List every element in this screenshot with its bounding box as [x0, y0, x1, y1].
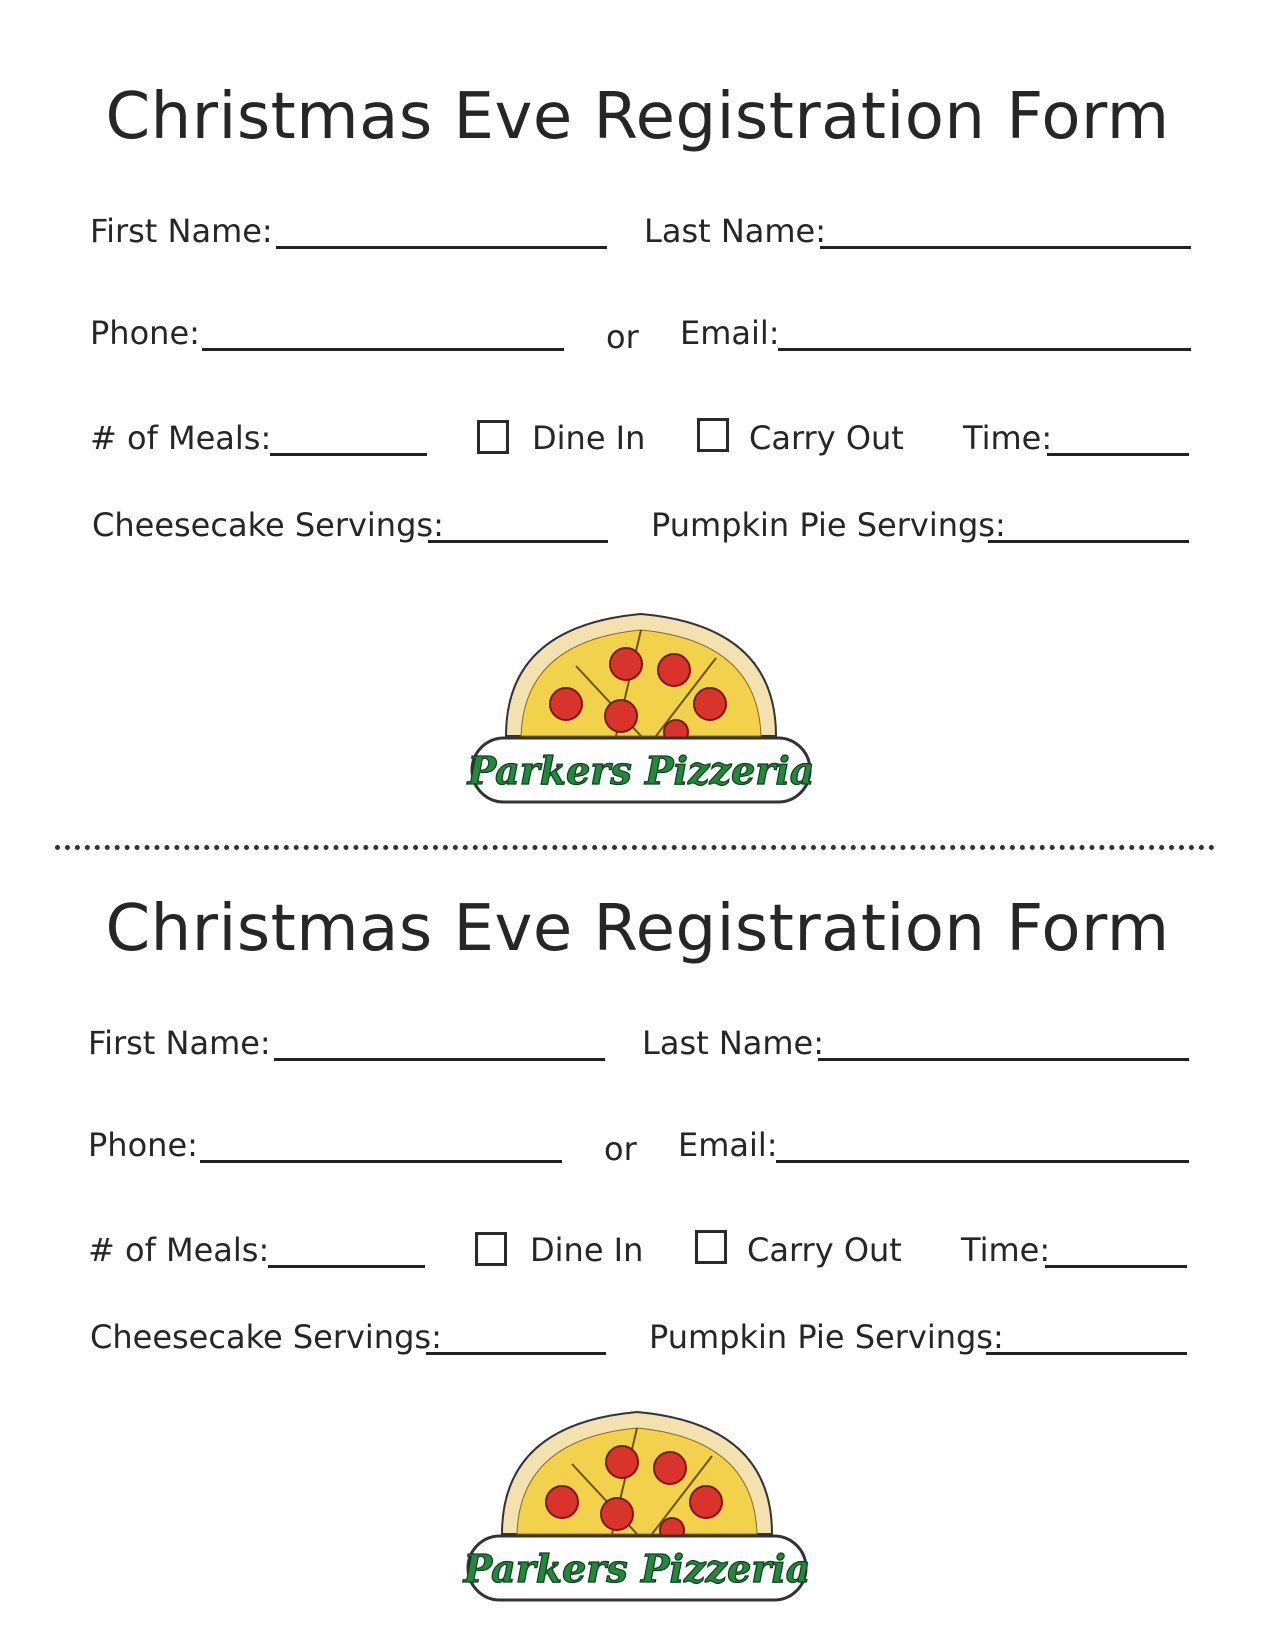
pizza-logo-icon: [466, 606, 816, 816]
first-name-label: First Name:: [88, 1024, 271, 1062]
registration-form-top: [0, 0, 1275, 800]
carry-out-label: Carry Out: [747, 1231, 902, 1269]
last-name-field[interactable]: [818, 1058, 1189, 1061]
meals-field[interactable]: [268, 1265, 425, 1268]
email-label: Email:: [680, 314, 780, 352]
form-title: Christmas Eve Registration Form: [105, 80, 1170, 154]
first-name-label: First Name:: [90, 212, 273, 250]
time-label: Time:: [963, 419, 1053, 457]
pumpkin-pie-label: Pumpkin Pie Servings:: [651, 506, 1006, 544]
dine-in-checkbox[interactable]: [477, 420, 509, 454]
form-title: Christmas Eve Registration Form: [105, 892, 1170, 966]
dine-in-label: Dine In: [532, 419, 646, 457]
cheesecake-label: Cheesecake Servings:: [92, 506, 444, 544]
dine-in-label: Dine In: [530, 1231, 644, 1269]
first-name-field[interactable]: [276, 246, 607, 249]
email-field[interactable]: [778, 348, 1191, 351]
pumpkin-pie-label: Pumpkin Pie Servings:: [649, 1318, 1004, 1356]
last-name-label: Last Name:: [642, 1024, 825, 1062]
first-name-field[interactable]: [274, 1058, 605, 1061]
last-name-field[interactable]: [820, 246, 1191, 249]
last-name-label: Last Name:: [644, 212, 827, 250]
svg-text:Parkers Pizzeria: Parkers Pizzeria: [463, 1546, 811, 1591]
meals-label: # of Meals:: [90, 419, 272, 457]
cheesecake-field[interactable]: [428, 540, 608, 543]
pizza-logo-icon: [462, 1404, 812, 1614]
email-label: Email:: [678, 1126, 778, 1164]
or-label: or: [606, 318, 639, 356]
carry-out-label: Carry Out: [749, 419, 904, 457]
cheesecake-field[interactable]: [426, 1352, 606, 1355]
time-field[interactable]: [1045, 1265, 1187, 1268]
carry-out-checkbox[interactable]: [695, 1230, 727, 1264]
pumpkin-pie-field[interactable]: [988, 540, 1189, 543]
registration-form-bottom: [0, 818, 1275, 1618]
time-label: Time:: [961, 1231, 1051, 1269]
carry-out-checkbox[interactable]: [697, 418, 729, 452]
phone-label: Phone:: [90, 314, 200, 352]
svg-text:Parkers Pizzeria: Parkers Pizzeria: [467, 748, 815, 793]
phone-field[interactable]: [202, 348, 564, 351]
meals-field[interactable]: [270, 453, 427, 456]
time-field[interactable]: [1047, 453, 1189, 456]
phone-label: Phone:: [88, 1126, 198, 1164]
phone-field[interactable]: [200, 1160, 562, 1163]
meals-label: # of Meals:: [88, 1231, 270, 1269]
or-label: or: [604, 1130, 637, 1168]
email-field[interactable]: [776, 1160, 1189, 1163]
dine-in-checkbox[interactable]: [475, 1232, 507, 1266]
pumpkin-pie-field[interactable]: [986, 1352, 1187, 1355]
cheesecake-label: Cheesecake Servings:: [90, 1318, 442, 1356]
